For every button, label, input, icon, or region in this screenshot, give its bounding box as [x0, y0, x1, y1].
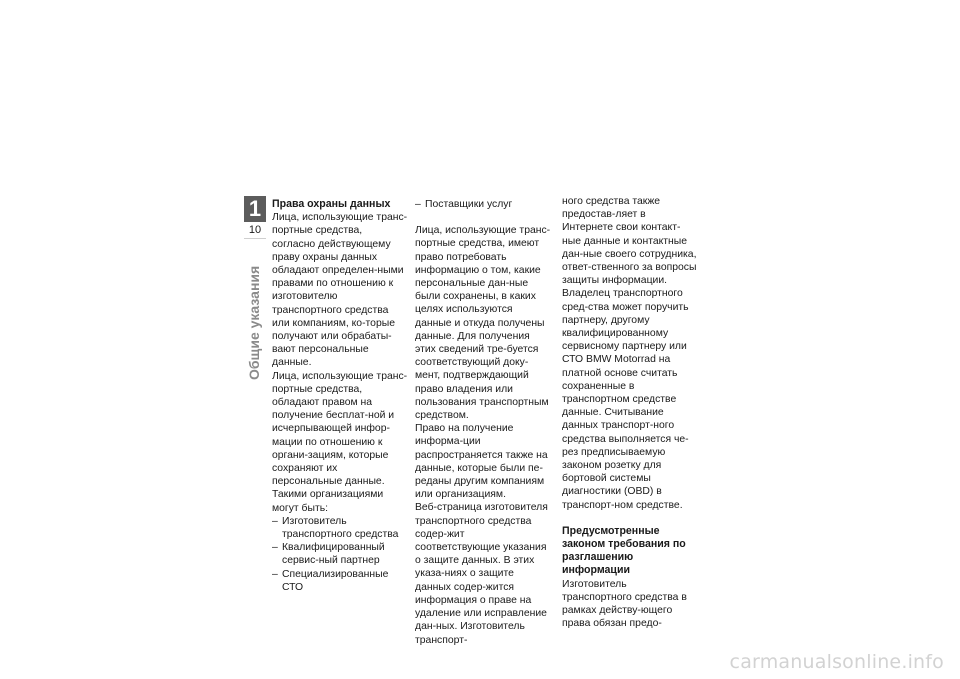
- paragraph: Владелец транспортного сред-ства может поручить партнеру, другому квалифицированному сервисному партнеру или СТО BMW Motorrad на платной основе считать сохраненные в транспортном средстве данные. Считывание данных транспорт-ного средства выполняется че-рез предписываемую законом розетку для бортовой системы диагностики (OBD) в транспорт-ном средстве.: [562, 288, 689, 511]
- page-number: 10: [248, 224, 262, 236]
- paragraph: Лица, использующие транс-портные средства, обладают правом на получение бесплат-ной и исчерпывающей инфор-мации по отношению к органи-зациям, которые сохраняют их персональные данные.: [272, 370, 408, 488]
- list-item: – Квалифицированный сервис-ный партнер: [272, 541, 408, 567]
- section-title: Общие указания: [246, 265, 262, 380]
- column-2: [415, 198, 551, 647]
- paragraph: Веб-страница изготовителя транспортного средства содер-жит соответствующие указания о защите данных. В этих указа-ниях о защите данных содер-жится информация о праве на удаление или исправление дан-ных. Изготовитель транспорт-: [415, 502, 548, 646]
- watermark: carmanualsonline.info: [729, 651, 944, 673]
- paragraph: Лица, использующие транс-портные средства, согласно действующему праву охраны данных обладают определен-ными правами по отношению к изготовителю транспортного средства или компаниям, ко-торые получают или обрабаты-вают персональные данные.: [272, 212, 408, 369]
- list-item: – Поставщики услуг: [415, 198, 551, 211]
- organizations-list-continued: [415, 198, 551, 211]
- heading-data-protection: Права охраны данных: [272, 198, 391, 210]
- paragraph: Лица, использующие транс-портные средства, имеют право потребовать информацию о том, какие персональные дан-ные были сохранены, в каких целях используются данные и откуда получены данные. Для получения этих сведений тре-буется соответствующий доку-мент, подтверждающий право владения или пользования транспортным средством.: [415, 225, 551, 422]
- organizations-list: [272, 515, 408, 594]
- paragraph: Изготовитель транспортного средства в рамках действу-ющего права обязан предо-: [562, 578, 687, 630]
- list-item: – Изготовитель транспортного средства: [272, 515, 408, 541]
- paragraph: Такими организациями могут быть:: [272, 489, 384, 514]
- paragraph: ного средства также предостав-ляет в Интернете свои контакт-ные данные и контактные дан-ные своего сотрудника, ответ-ственного за вопросы защиты информации.: [562, 196, 697, 287]
- heading-legal-disclosure: Предусмотренные законом требования по разглашению информации: [562, 524, 686, 577]
- column-1: [272, 198, 408, 594]
- list-item: – Специализированные СТО: [272, 568, 408, 594]
- paragraph: Право на получение информа-ции распространяется также на данные, которые были пе-реданы другим компаниям или организациям.: [415, 423, 548, 501]
- column-3: [562, 195, 698, 631]
- chapter-number: 1: [244, 196, 266, 222]
